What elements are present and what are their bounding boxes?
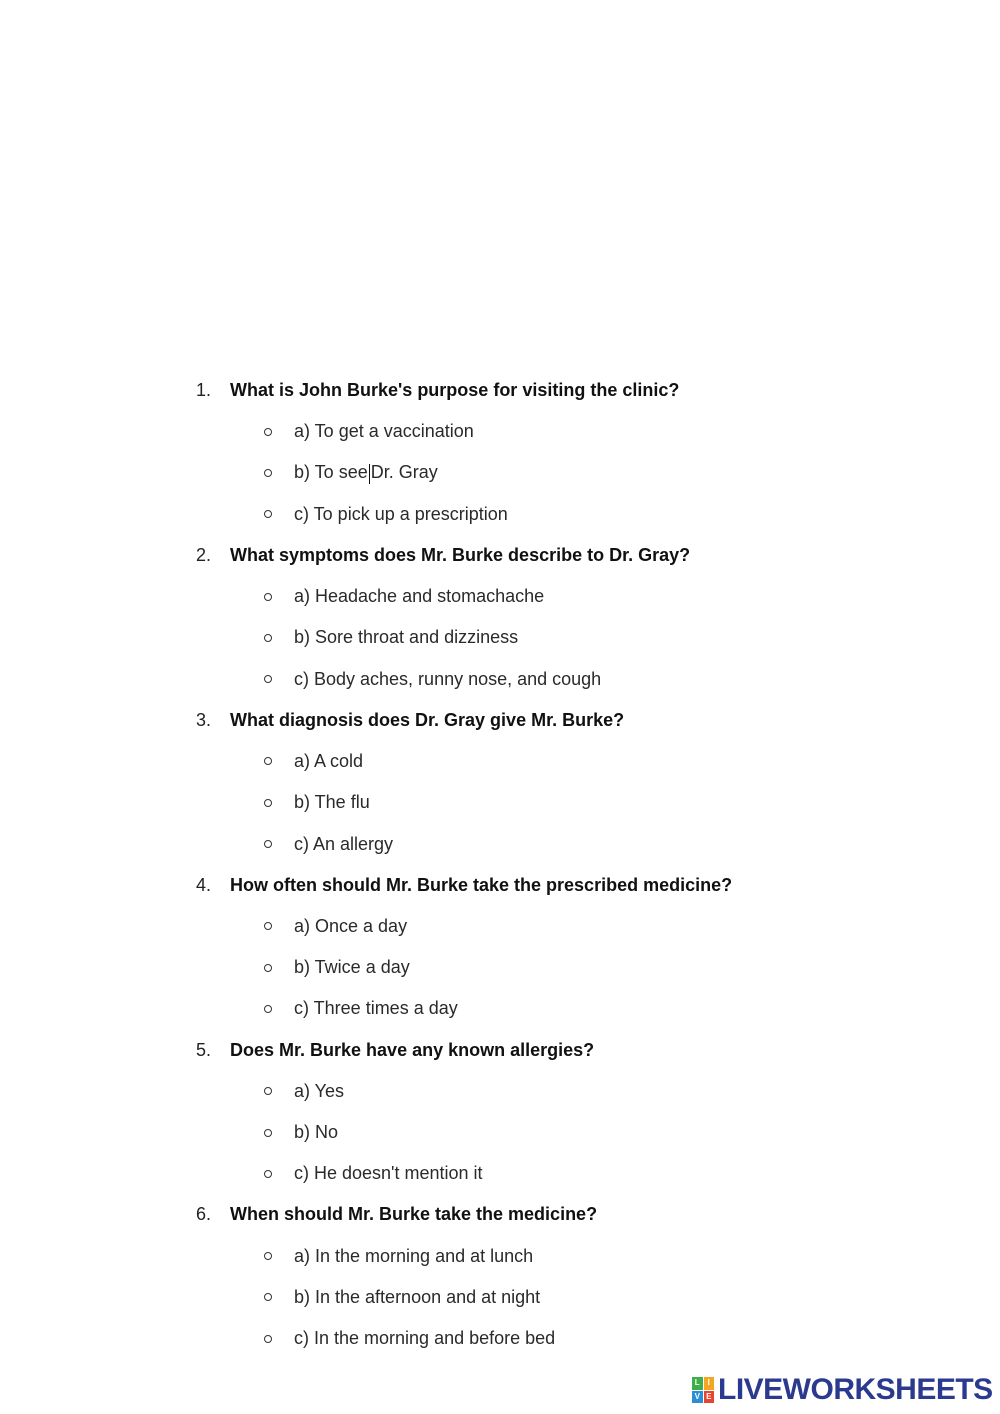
circle-bullet-icon	[264, 634, 272, 642]
answer-option[interactable]	[196, 906, 896, 947]
answer-option[interactable]	[196, 1112, 896, 1153]
circle-bullet-icon	[264, 1005, 272, 1013]
answer-option[interactable]	[196, 1277, 896, 1318]
answer-option[interactable]	[196, 782, 896, 823]
answer-option[interactable]	[196, 1318, 896, 1359]
option-text-after-caret: Dr. Gray	[370, 462, 438, 483]
question-number: 4.	[196, 874, 212, 895]
circle-bullet-icon	[264, 675, 272, 683]
circle-bullet-icon	[264, 1293, 272, 1301]
circle-bullet-icon	[264, 1087, 272, 1095]
option-text-before-caret: b) To see	[294, 462, 368, 483]
circle-bullet-icon	[264, 1252, 272, 1260]
answer-option[interactable]	[196, 741, 896, 782]
answer-option[interactable]	[196, 988, 896, 1029]
circle-bullet-icon	[264, 428, 272, 436]
question-text: Does Mr. Burke have any known allergies?	[230, 1039, 595, 1060]
circle-bullet-icon	[264, 799, 272, 807]
quiz-list	[196, 370, 896, 1359]
option-text: b) Twice a day	[294, 957, 410, 978]
question-4	[196, 865, 896, 1030]
option-text: a) To get a vaccination	[294, 421, 474, 442]
answer-option[interactable]	[196, 576, 896, 617]
question-number: 5.	[196, 1039, 212, 1060]
option-text: c) Three times a day	[294, 998, 458, 1019]
circle-bullet-icon	[264, 593, 272, 601]
circle-bullet-icon	[264, 1129, 272, 1137]
circle-bullet-icon	[264, 757, 272, 765]
answer-option[interactable]	[196, 411, 896, 452]
option-text: a) Headache and stomachache	[294, 586, 545, 607]
question-3-heading	[196, 700, 896, 741]
question-number: 3.	[196, 709, 212, 730]
option-text: c) To pick up a prescription	[294, 503, 508, 524]
option-text: c) Body aches, runny nose, and cough	[294, 668, 602, 689]
answer-option[interactable]	[196, 452, 896, 493]
question-number: 6.	[196, 1204, 212, 1225]
logo-tile: V	[692, 1391, 703, 1404]
logo-tile: L	[692, 1377, 703, 1390]
question-5-heading	[196, 1030, 896, 1071]
answer-option[interactable]	[196, 947, 896, 988]
answer-option[interactable]	[196, 823, 896, 864]
circle-bullet-icon	[264, 964, 272, 972]
question-6-heading	[196, 1194, 896, 1235]
question-text: What symptoms does Mr. Burke describe to Dr. Gray?	[230, 544, 691, 565]
answer-option[interactable]	[196, 1071, 896, 1112]
liveworksheets-logo	[692, 1374, 993, 1406]
question-5	[196, 1030, 896, 1195]
logo-tile: I	[704, 1377, 715, 1390]
option-text: c) He doesn't mention it	[294, 1163, 483, 1184]
circle-bullet-icon	[264, 510, 272, 518]
logo-tile: E	[704, 1391, 715, 1404]
question-number: 2.	[196, 544, 212, 565]
option-text: a) Yes	[294, 1080, 345, 1101]
circle-bullet-icon	[264, 1170, 272, 1178]
option-text: c) In the morning and before bed	[294, 1328, 556, 1349]
question-text: How often should Mr. Burke take the prescribed medicine?	[230, 874, 733, 895]
question-number: 1.	[196, 380, 212, 400]
text-caret	[369, 464, 370, 484]
option-text: c) An allergy	[294, 833, 394, 854]
option-text: b) In the afternoon and at night	[294, 1286, 541, 1307]
option-text	[294, 462, 438, 483]
question-6	[196, 1194, 896, 1359]
liveworksheets-logo-icon	[692, 1377, 714, 1403]
question-1	[196, 370, 896, 535]
question-1-heading	[196, 370, 896, 411]
question-text: What diagnosis does Dr. Gray give Mr. Burke?	[230, 709, 625, 730]
logo-text: LIVEWORKSHEETS	[718, 1373, 993, 1406]
circle-bullet-icon	[264, 469, 272, 477]
answer-option[interactable]	[196, 1235, 896, 1276]
circle-bullet-icon	[264, 1335, 272, 1343]
option-text: a) Once a day	[294, 915, 408, 936]
circle-bullet-icon	[264, 922, 272, 930]
question-2-heading	[196, 535, 896, 576]
option-text: a) In the morning and at lunch	[294, 1245, 534, 1266]
question-2	[196, 535, 896, 700]
option-text: b) Sore throat and dizziness	[294, 627, 519, 648]
answer-option[interactable]	[196, 658, 896, 699]
answer-option[interactable]	[196, 1153, 896, 1194]
circle-bullet-icon	[264, 840, 272, 848]
option-text: b) No	[294, 1122, 339, 1142]
answer-option[interactable]	[196, 494, 896, 535]
option-text: b) The flu	[294, 792, 370, 813]
question-text: What is John Burke's purpose for visiting the clinic?	[230, 380, 680, 400]
answer-option[interactable]	[196, 617, 896, 658]
question-3	[196, 700, 896, 865]
option-text: a) A cold	[294, 750, 364, 771]
question-4-heading	[196, 865, 896, 906]
question-text: When should Mr. Burke take the medicine?	[230, 1204, 598, 1225]
